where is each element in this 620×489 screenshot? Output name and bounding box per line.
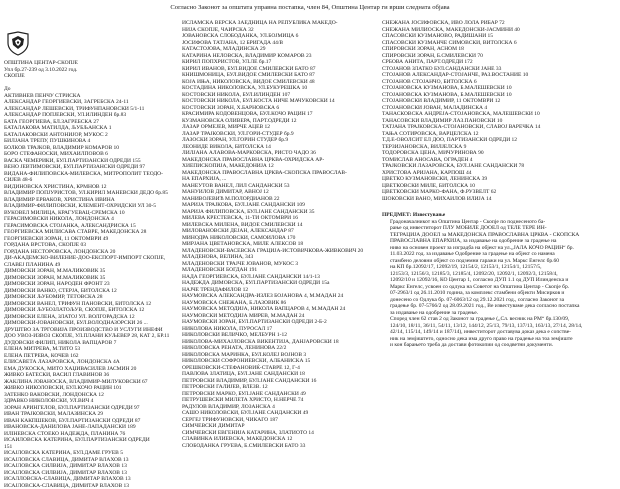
recipient-entry: МАРИЈА ТРАЈКОВА, БУЛ.ЈАНЕ САНДАНСКИ 109 [182, 202, 376, 209]
recipient-entry: МАКЕДОНСКА ПРАВОСЛАВНА ЦРКВА-ОХРИДСКА АР- [182, 157, 376, 164]
recipient-entry: ДИМОВСКИ-ЈОВАНОВСКИ, БУЛ.ВОЛОДНАЗОРСКИ 26 ... [4, 320, 177, 327]
recipient-entry: САШО НИКОЛОВСКИ, БУЛ.ЈАНЕ САНДАНСКИ 49 [182, 410, 376, 417]
recipient-entry: ДИМОВСКИ ВАНЕЛ, ТРИФУН ПАНОВСКИ, БИТОЛСКА 12 [4, 301, 177, 308]
paragraph-line: донесено со Одлука бр. 07-6063/12 од 29.12.2021 год., согласно Законот за [382, 297, 618, 304]
recipient-entry: ЦВЕТКО КУЗМАНОВСКИ, ЛЕНИНСКА 39 [382, 176, 618, 183]
recipient-entry: ОРЕШКОВСКИ-СТЕФАНОВИЌ-СТАВРЕ 12, Г-4 [182, 365, 376, 372]
recipient-entry: КАТАРИНА НЕЛОВСКА, ВЛАДИМИР КОМАРОВ 23 [182, 53, 376, 60]
recipient-entry: ДИМОВСКИ ЉУБОЗЛАТОЉУВ, СКОПЈЕ, БИТОЛСКА 12 [4, 307, 177, 314]
recipient-entry: ДРУШТВО ЗА ТРГОВИЈА ПРОИЗВОДСТВО И УСЛУГИ ИНЕФИ [4, 327, 177, 334]
recipient-entry: МИЛЕВА КРЕСТЕВСКА, 11-ТИ ОКТОМВРИ 16 [182, 215, 376, 222]
paragraph-line: Според член 62 став 2 од Законот за градење („Сл. весник на РМ“ бр.130/09, [382, 316, 618, 323]
recipient-entry: ТАНАСКОВСКА АНДРЕЈА-СТОЈАНОВСКА, МАЛЕШЕВСКИ 10 [382, 111, 618, 118]
recipient-entry: ЗДРАВКО НИКОЛОВСКИ, УЛ.ВИЧ 4 [4, 398, 177, 405]
recipient-entry: ЦВЕТКОВСКИ МАРКО-ФАНА, Ф.РУЗВЕЛТ 62 [382, 189, 618, 196]
recipient-entry: НИКОЛОВА НИКОЛА, ПУРОСАЛ 17 [182, 326, 376, 333]
recipient-entry: СТОЈАНОВ СТОЈАНЧО, БИТОЛСКА 6 [382, 79, 618, 86]
recipient-entry: БОРО СТЕФАНОСКИ, МИХАИЛПОВОВ 6 [4, 151, 177, 158]
recipient-entry: КРАСИМИРА КОДОВЕНЦОВА, БУЛ.КОЧО РАЦИН 17 [182, 111, 376, 118]
recipient-entry: ПЕТРУШЕВСКИ МИЛЕТА ХРИСТО, Н.НЕРЧЕ 74 [182, 397, 376, 404]
paragraph-line: 124/10, 18/11, 36/11, 54/11, 13/12, 144/12, 25/13, 79/13, 137/13, 163/13, 27/14, 28/14, [382, 323, 618, 330]
issuer-line: Упл бр.27-239 од 3.10.2022 год. [4, 67, 177, 74]
recipient-entry: КОСТОВСКИ ЗОРАН, Х.БАРНОВСКА 6 [182, 105, 376, 112]
recipient-entry: НАУМОВСКИ ЗОРАН, БУЛ.ПАРТИЗАНСКИ ОДРЕДИ 2-Б-2 [182, 319, 376, 326]
recipient-entry: НИКОЛОВСКИ СОФРОНИЕВСКИ, АЛБАНИСКА 15 [182, 358, 376, 365]
recipient-entry: ХИЕПИСКОПИЈА, МАКЕДОНИЈА 12 [182, 163, 376, 170]
recipient-entry: БАТАЛАКОВСКИ АНТОНИЈОР, МУКОС 2 [4, 132, 177, 139]
recipient-entry: ДУДОВСКИ ФИЛИП, НИКОЛА ВАПЦАРОВ 7 [4, 340, 177, 347]
recipient-entry: ХРИСТОВА АРИЈАНА, КАРПОШ 44 [382, 170, 618, 177]
recipient-entry: 151 [4, 444, 177, 451]
recipients-list-3 [382, 20, 618, 202]
recipient-entry: ТАТЈАНА ТРАЈКОВСКА-СТОЈАНОВСКИ, СЛАВОЈ ВАРЕЧКА 14 [382, 124, 618, 131]
recipient-entry: ИВАН ТРАЈКОВСКИ, МАЛАЗИНСКА 29 [4, 411, 177, 418]
recipient-entry: НАУМОВСКА СНЕЖАНА, Б.ЛАЗОВИК 86 [182, 300, 376, 307]
recipient-entry: НИКОЛОВСКА РЕНАТА, ЛЕНИНОВА 22/2 [182, 345, 376, 352]
recipient-entry: СТОЈАНОВ ЗЛАТКО БУЛ.САНДАНСКИ ЈАНЕ 33 [382, 66, 618, 73]
paragraph-line: и кон барањето треба да достави фотокопии од соодветни документи. [382, 342, 618, 349]
recipient-entry: НАДЕЖДА ДИМОВСКА, БУЛ.ПАРТИЗАНСКИ ОДРЕДИ 15а [182, 280, 376, 287]
paragraph-line: 11.03.2022 год. за издавање Одобрение за градење на објект со намена [382, 251, 618, 258]
recipient-entry: КИРИЛ ПОПХРИСТОВ, УЛ.ЛЕ бр.17 [182, 59, 376, 66]
recipient-entry: ГЕОРГИЕВСКИ ЗОРАН, 11 ОКТОМВРИ 49 [4, 236, 177, 243]
recipient-entry: КУЗМАНОВСКА ОЛИВЕРА, ПАРТ.ОДРЕДИ 12 [182, 118, 376, 125]
recipient-entry: АКТИВНЕВ ПЕНЧУ СТРИСКА [4, 93, 177, 100]
paragraph-line: градење бр. 07-5766/2 од 28.09.2021 год., Ве известуваме дека согласно постапка [382, 303, 618, 310]
recipient-entry: ДИМОВСКИ ЗОРАН, НАРОДЕН ФРОНТ 23 [4, 281, 177, 288]
recipient-entry: ВИДАНА-ФИЛИПОВСКА-МИЛЕВСКА, МИТРОПОЛИТ ТЕОДО- [4, 171, 177, 178]
recipient-entry: ЖИВКО НИКОЛОВСКИ, БУЛ.КОЧО РАЦИН 101 [4, 385, 177, 392]
recipient-entry: МАНИВОЈЕВИЋ М.ПОЛОРДИАНОВ 22 [182, 196, 376, 203]
recipient-entry: СТОЈАНОВ АЛЕКСАНДАР-СТОЈАНЧЕ, РАЗ.ВОСТАНИЕ 10 [382, 72, 618, 79]
paragraph-line: 42/14, 115/14, 149/14 и 187/14), инвеститорот доставува доказ дека е сопстве- [382, 329, 618, 336]
recipient-entry: ГОРДАНА НЕСТОРОВСКА, ЛОНДОНСКА 20 [4, 249, 177, 256]
subject-paragraph [382, 316, 618, 349]
recipient-entry: ГЕОРГИЕВСКА МИЛИСАВА СТАВРЕ, МАКЕДОНСКА 28 [4, 229, 177, 236]
recipient-entry: ИЛІНЕВСКА СТОЕКО НАДЕЖДА, ПЛАНИНА 76 [4, 431, 177, 438]
recipient-entry: МАНЕУТОВ ВАНЕЛ, ЛИЛ САНДАНСКИ 53 [182, 183, 376, 190]
recipient-entry: ЦВЕТКОВСКИ МИЛЕ, БИТОЛСКА 10 [382, 183, 618, 190]
recipient-entry: МАНУИЛОВ ДИМИТАР, АВНОЈ 12 [182, 189, 376, 196]
recipient-entry: СИМЧЕВСКИ ЕВГЕНИЈА КАТАРИНА, ЗЛАТИОТО 14 [182, 430, 376, 437]
recipient-entry: ЛАЗОСКИ ЗОРАН, УЛ.ГОРИН СТУДЕР бр.9 [182, 137, 376, 144]
recipient-entry: НАЈЧЕ ТРЕНДАФИЛОВ 12 [182, 287, 376, 294]
recipient-entry: МЛАДЕНОВСКИ БОГДАН 191 [182, 267, 376, 274]
recipient-entry: ВАСКА ЧЕМЕРИКИ, БУЛ.ПАРТИЗАНСКИ ОДРЕДИ 155 [4, 158, 177, 165]
recipient-entry: МИЛЕВСКА МИЛЕНА, ВИДОЕ СМИЛЕВСКИ 14 [182, 222, 376, 229]
recipient-entry: МИРЈАНА ЦВЕТАНОВСКА, МИЛЕ АЛЕКСОВ 18 [182, 241, 376, 248]
recipient-entry: МИНОДРА НИКОЛОВСКИ, САМОИЛОВА 170 [182, 235, 376, 242]
recipient-entry: ЗОРАН АРИНГЕЛОВ, БУЛ.ПАРТИЗАНСКИ ОДРЕДИ 97 [4, 405, 177, 412]
paragraph-line: Маркс Енгелс, усвоен со одлука на Советот на Општина Центар - Скопје бр. [382, 284, 618, 291]
recipient-entry: НАУМОВСКИ МЕТОДИЈА МИРЕВ, М.МАДАН 24 [182, 313, 376, 320]
recipient-entry: СЛАВЕЈ ПЛАНИНА 49 [4, 262, 177, 269]
recipient-entry: ВЛАДИМИР ПОПЈУРИСТОВ, УЛ.КИРИЛ МАНЕВСКИ ДЕДО бр.85 [4, 190, 177, 197]
issuer-line: До [4, 86, 177, 93]
recipient-entry: ЕЛЕНА МИТРЕВА, М.ТИТО 53 [4, 346, 177, 353]
recipient-entry: НИКОЛОВСКИ ВЕЛИЧКО, МЕЛБУРН 1-12 [182, 332, 376, 339]
issuer-line: ОПШТИНА ЦЕНТАР-СКОПЈЕ [4, 60, 177, 67]
paragraph-line: ник на земјиштето, односно дека има друго право на градење на тоа земјиште [382, 336, 618, 343]
paragraph-line: ПРАВОСЛАВНА ЕПАРХИЈА, за издавање на одобрение за градење на [382, 238, 618, 245]
recipient-entry: ДИ-АКАДЕМСКО-ВИЛЕНИЕ-ДОО-ЕКСПОРТ-ИМПОРТ СКОПЈЕ, [4, 255, 177, 262]
recipient-entry: НИКОЛОВА-МИХАЈЛОВСКА ВИКЕНТИЈА, ДАНЈАРОВСКИ 18 [182, 339, 376, 346]
recipient-entry: ТОМИСЛАВ АНОСАВА, ОГРАДЕН 4 [382, 157, 618, 164]
recipient-entry: ТАЊА СОТИРОВСКА, ВАРЦЕЛСКА 12 [382, 131, 618, 138]
recipient-entry: СПИРОВСКИ ЗОРАН, Б.СМИЛЕВСКИ 70 [382, 53, 618, 60]
recipient-entry: ПЕТРОВСКИ МАРКО, БУЛ.ЈАНЕ САНДАНСКИ 49 [182, 391, 376, 398]
recipient-entry: ВИДИНОВСКА ХРИСТИНА, КРМНОВ 12 [4, 184, 177, 191]
recipient-entry: СПИРОВСКИ ЗОРАН, АСНОМ 18 [382, 46, 618, 53]
recipient-entry: СТОЈАНОВСКА КУЗМАНОВА, Б.МАЛЕШЕВСКИ 10 [382, 85, 618, 92]
recipient-entry: ВУКОВЕЛ МИЛИЦА, КРАГУЕВАЦ-СРЕМСКА 10 [4, 210, 177, 217]
recipient-entry: ДИМОВСКИ ЕЛЕНА, ЗЛАТОЈ УЛ. ВОЛГОРАДСКА 12 [4, 314, 177, 321]
recipient-entry: ВЛАДИМИР ЕРВАКОВ, ХРИСТИНА ИВИНА [4, 197, 177, 204]
recipients-column-2 [182, 20, 376, 449]
recipients-column-1 [4, 60, 177, 489]
municipality-coat-of-arms-icon [5, 30, 31, 56]
recipient-entry: НАДА ГЕОРГИЕВСКА, БУЛ.ЈАНЕ САНДАНСКИ 14/1-13 [182, 274, 376, 281]
recipient-entry: БАТА ГЕОРГИЕВА, БЛ.ЗАГРЕБСКА 27 [4, 119, 177, 126]
recipient-entry: ПАВЛОВА ЗЛАТИЦА, БУЛ.ЈАНЕ САНДАНСКИ 18 [182, 371, 376, 378]
recipients-column-3 [382, 20, 618, 202]
recipient-entry: ПЕТРОВСКИ ВЛАДИМИР, БУЛ.ЈАНЕ САНДАНСКИ 16 [182, 378, 376, 385]
recipient-entry: КОСТОВСКИ НИКОЛА, БУЛ.ИЛИНДЕН 107 [182, 92, 376, 99]
recipient-entry: НИЈА СКОПЈЕ, ЧАИРСКА 32 [182, 27, 376, 34]
recipient-entry: МАКЕДОНСКА ПРАВОСЛАВНА ЦРКВА-СКОПСКА ПРАВОСЛАВ- [182, 170, 376, 177]
recipient-entry: ДИМОВСКИ ЗОРАН, М.МАЛИКОВИК 35 [4, 268, 177, 275]
recipient-entry: ЛАЗАР ТРАЈКОВСКИ, УЛ.ГОРИ-СТУДЕР бр.9 [182, 131, 376, 138]
recipient-entry: КНИШМОНИЦА, БУЛ.ВИДОЕ СМИЛЕВСКИ БАТО 87 [182, 72, 376, 79]
recipient-entry: ТЕРЗИЈАНОВСКА, ВИЛЈЕЛСКА 9 [382, 144, 618, 151]
recipient-entry: СИЈЕВ 48-6 [4, 177, 177, 184]
recipient-entry: МЛАДЕНОВА, ВЕЛИНА, 343 [182, 254, 376, 261]
recipient-entry: ДИМОВСКИ ЗОРАН, М.МАЛИКОВИК 35 [4, 275, 177, 282]
paragraph-line: 12092/10 и 12092/16, КО Центар 1, согласно ДУП 1.1 од ДУП Илинденска и [382, 277, 618, 284]
recipient-entry: СЛОБОДАНКА ГРУЕВА, Б.СМИЛЕВСКИ БАТО 33 [182, 443, 376, 450]
paragraph-line: 12153/3, 12156/3, 12185/3, 12185/4, 12092/20, 12092/1, 12092/3, 12158/4, [382, 271, 618, 278]
recipient-entry: КОЈА ИЊА, НИКОЛОВСКА, ВИДОЕ СМИЛЕВСКИ 48 [182, 79, 376, 86]
recipient-entry: КАТАСТОЈОВА, МЛАДИНСКА 29 [182, 46, 376, 53]
issuer-line: СКОПЈЕ [4, 73, 177, 80]
recipient-entry: КИРИЛ ИВАНОВ, БУЛ.ВИДОЕ СМИЛЕВСКИ БАТО 87 [182, 66, 376, 73]
paragraph-line: на КП бр.12092/17, 12092/19, 12154/2, 12153/1, 12154/1, 12157/5, [382, 264, 618, 271]
recipient-entry: СТОЈАНОВСКИ ЈОВАН, МАЛАДИНСКА 4 [382, 105, 618, 112]
recipient-entry: АЛЕКСАНДАР ПОПЈЕВСКИ, УЛ.ИЛИНДЕН бр.83 [4, 112, 177, 119]
subject-section [382, 212, 618, 349]
recipient-entry: СТОЈАНОВСКА КУЗМАНОВА, Б.МАЛЕШЕВСКИ 10 [382, 92, 618, 99]
recipient-entry: ЕМА ДУКОСКА, МИТО ХАЏИВАСИЛЕВ ЈАСМИН 20 [4, 366, 177, 373]
paragraph-line: за издавање на одобрение за градење. [382, 310, 618, 317]
recipient-entry: НА ЕПАРХИЈА, ... [182, 176, 376, 183]
recipient-entry: НИКОЛОВСКА МАРИНКА, БУЛ.КОЛЕЈ ВОЈНОВ 3 [182, 352, 376, 359]
recipient-entry: ИВАН КАКПШЕКОВ, БУЛ.ПАРТИЗАНСКИ ОДРЕДИ 87 [4, 418, 177, 425]
recipient-entry: БАТАЛАКОВА МАТИЛДА, ЉУБЉАНСКА 1 [4, 125, 177, 132]
recipient-entry: ГОРДАНА ВРСТОВА, СКОПЈЕ 03 [4, 242, 177, 249]
recipient-entry: МАРИЈА ФИЛИПОВСКА, БУЛ.ЈАНЕ САНДАНСКИ 35 [182, 209, 376, 216]
subject-paragraphs [382, 219, 618, 349]
recipient-entry: ИСАЛЛОВСКА-СЛАВИЦА, ДИМИТАР ВЛАХОВ 13 [4, 476, 177, 483]
recipient-entry: ИСАЈЛОВСКА СЛАВИЦА, ДИМИТАР ВЛАХОВ 13 [4, 457, 177, 464]
recipient-entry: МЛАДЕНОВСКИ-ВАСЕВСКА ГРАЦИЈА-ИСТОВИЧКОВА-ЖИВКОВИЧ 20 [182, 248, 376, 255]
recipients-list-1 [4, 93, 177, 489]
recipient-entry: НАУМОВСКА АЛЕКСАНДРА-ИЗЛЕЗ БОЈАНОВА 4, М.МАДАН 24 [182, 293, 376, 300]
paragraph-line: ТЕГРАЦИЈА ДООЕЛ за МАКЕДОНСКА ПРАВОСЛАВНА ЦРКВА - СКОПСКА [382, 232, 618, 239]
paragraph-line: рање од инвеститорот ПЛУ МОБИЛЕ ДООЕЛ од ТЕЛЕ ТЕРЕ ИН- [382, 225, 618, 232]
recipient-entry: Т.Д.Е-ОВОЛСИТ ЕЛ ДОО, ПАРТИЗАНСКИ ОДРЕДИ 12 [382, 137, 618, 144]
recipient-entry: ИСАЈЛОВСКА СИЛВИЈА, ДИМИТАР ВЛАХОВ 13 [4, 470, 177, 477]
recipient-entry: МЛАДЕНОВСКИ ТРАЈЧЕ ЈОВАНОВ, МУКОС 3 [182, 261, 376, 268]
recipient-entry: ЛАЗАР ОРМЕЈЕВ, МИРЧЕ АЦЕВ 12 [182, 124, 376, 131]
recipient-entry: БОЛКОВ ТРАЈКОВ, ВЛАДИМИР КОМАРОВ 10 [4, 145, 177, 152]
recipient-entry: ГЕРАСИМОВСКИ НИКОЛА, ЛОНДОНСКА 4 [4, 216, 177, 223]
recipient-entry: СПАСОВСКИ КУЗМАНЧЕ СИМОВСКИ, ВИТОЛСКА 6 [382, 40, 618, 47]
recipient-entry: ПЕТРОВСКИ ГАЛИЈЕВ, ВЛЕЗВ. 12 [182, 384, 376, 391]
subject-heading: ПРЕДМЕТ: Известување [382, 212, 618, 219]
recipient-entry: ЕЛИСАВЕТА ЛАЗАРОВСКА, ЛОНДОНСКА 4А [4, 359, 177, 366]
recipient-entry: ЗАТЕНКО ВАКОВСКИ, ЛОНДОНСКА 12 [4, 392, 177, 399]
recipient-entry: АЛЕКСАНДАР ГЕОРГИЕВСКИ, ЗАГРЕБСКА 24-11 [4, 99, 177, 106]
recipient-entry: ГЕРАСИМОВСКА СТОЈАНКА, АЛЕКСАНДРИСКА 15 [4, 223, 177, 230]
recipient-entry: СЛАВИНКА ИЛИЕВСКА, МАКЕДОНСКА 12 [182, 436, 376, 443]
recipient-entry: ИСАИЛОВСКА КАТЕРИНА, БУЛ.ПАРТИЗАНСКИ ОДРЕДИ [4, 437, 177, 444]
recipient-entry: СНЕЖАНА МИЛИОСКА, МАКЕДОНСКИ-ЈАСМИНИ 40 [382, 27, 618, 34]
recipient-entry: ВЕНО ЈЕВТИМОВСКИ, БУЛ.ПАРТИЗАНСКИ ОДРЕДИ 97 [4, 164, 177, 171]
recipient-entry: ЕЛЕНА ПЕТРЕВА, КОЧЕВ 162 [4, 353, 177, 360]
recipient-entry: МИЛОВАНОВСКИ ДЕЈАН, АЛЕКСАНДАР 87 [182, 228, 376, 235]
recipient-entry: НАУМОВСКА МЕТОДИЈА, НИКОЛА ВАПЦАРОВ 4, М.МАДАН 24 [182, 306, 376, 313]
recipient-entry: ЈОСИФОВА ТАТЈАНА, 12 БРИГАДА 44/В [182, 40, 376, 47]
recipient-entry: БИЛЈАНА ТРЕПУ, ПУШКИНОВА 4 [4, 138, 177, 145]
recipient-entry: ТРАЈКОВСКИ ЛАЗАРОВСКА, БУЛ.ЈАНЕ САНДАНСКИ 78 [382, 163, 618, 170]
recipient-entry: ВЛАДИМИР-ФИЛИПОВСКИ, КЛЕМЕНТ-ОХРИДСКИ УЛ 30-5 [4, 203, 177, 210]
recipient-entry: СИМЧЕВСКИ ДИМИТАР [182, 423, 376, 430]
recipient-entry: ШОКОВСКИ ВАНО, МИХАИЛОВ ИЛИЈА 14 [382, 196, 618, 203]
recipient-entry: ДОО УВОЗ-ИЗВОЗ СКОПЈЕ, УЛ.ПЛАНИ КУЉЕВЕР 28, КАТ 2, БР.11 [4, 333, 177, 340]
recipient-entry: ИСЛАМСКА ВЕРСКА ЗАЕДНИЦА НА РЕПУБЛИКА МАКЕДО- [182, 20, 376, 27]
recipient-entry: КОСТАДИНА НИКОЛОВСКА, УЛ.БУКУРЕШКА 10 [182, 85, 376, 92]
recipient-entry: ИСАЈЛОВСКА КАТЕРИНА, БУЛ.ДАМЕ ГРУЕВ 5 [4, 450, 177, 457]
recipient-entry: ЛЕОНИДЕ ВИКОЛА, БИТОЛСКА 14 [182, 144, 376, 151]
recipient-entry: СТОЈАНОВСКИ ВЛАДИМИР, 11 ОКТОМВРИ 12 [382, 98, 618, 105]
notice-intro: Согласно Законот за општата управна постапка, член 84, Општина Центар ги врши следната објава [0, 4, 620, 11]
paragraph-line: ниво на основен проект за изградба на објект на ул.„ЈАЛА КОЧО РАЦИН“ бр. [382, 245, 618, 252]
recipients-list-2 [182, 20, 376, 449]
recipient-entry: КОСТОВСКИ НИКОЛА, БУЛ.КОСТА НИЧЕ МАЧУКОВСКИ 14 [182, 98, 376, 105]
paragraph-line: Градоначалникот на Општина Центар - Скопје по поднесеното ба- [382, 219, 618, 226]
recipient-entry: ЖАКЛИНА ЈОВАНОСКА, ВЛАДИМИР-МИЛУКОВСКИ 67 [4, 379, 177, 386]
issuer-block [4, 60, 177, 93]
recipient-entry: ЈОВАНОВСКА СЛОБОДАНКА, УЛ.БОЈМИЦА 6 [182, 33, 376, 40]
recipient-entry: СЕРГЕЈ ТРИФУНОВСКИ, ЧИКАГО 187 [182, 417, 376, 424]
recipient-entry: ЖИВКО БАТЕСКИ, ВАСИЛ ГЛАВИНОВ 36 [4, 372, 177, 379]
recipient-entry: СНЕЖАНА ЈОСИФОВСКА, ИВО ЛОЛА РИБАР 72 [382, 20, 618, 27]
recipient-entry: СПАСОВСКИ КУЗМАНОВО, РАДИШАНИ 15 [382, 33, 618, 40]
recipient-entry: ТАНАСОВСКИ ВЛАДИМИР ЛАЗ.ПАНОВСКИ 10 [382, 118, 618, 125]
recipient-entry: СРБОВА АНИТА, ПАРТ.ОДРЕДИ 172 [382, 59, 618, 66]
recipient-entry: АЛЕКСАНДАР ЛЕШЕВСКИ, ТРИФУНПАНОВСКИ 5/1-11 [4, 106, 177, 113]
recipient-entry: ИВАНОВСКА-ДАНИЛОВА ЈАНЕ-ЛАПАДАНСКИ 189 [4, 424, 177, 431]
recipient-entry: ИСАЈЛОВСКА-СЛАВИЦА, ДИМИТАР ВЛАХОВ 13 [4, 483, 177, 489]
subject-paragraph [382, 219, 618, 317]
paragraph-line: стамбено деловни објект со подземни гаражи на ул. Маркс Енгелс бр.60 [382, 258, 618, 265]
recipient-entry: ДИМОВСКИ ЉУБОМИР, ТЕТОВСКА 28 [4, 294, 177, 301]
recipient-entry: ДИМОВСКИ ВАНКО, СТЕРЈА, БИТОЛСКА 12 [4, 288, 177, 295]
recipient-entry: ЛИЛЈАНА АЛАВОВА-МАРКОВСКА, РИСТО ЧАДО 36 [182, 150, 376, 157]
recipient-entry: РАДУЛОВ ВЛАДИМИР, ЛОЗАНСКА 4 [182, 404, 376, 411]
recipient-entry: ИСАЈЛОВСКА СИЛВИЈА, ДИМИТАР ВЛАХОВ 13 [4, 463, 177, 470]
paragraph-line: 07-2963/1 од 26.11.2010 година, за комплекс стамбени објекти Мисирков и [382, 290, 618, 297]
recipient-entry: ТОДОРОВСКА ЦЕНА, МИЧУРИНОВА 90 [382, 150, 618, 157]
